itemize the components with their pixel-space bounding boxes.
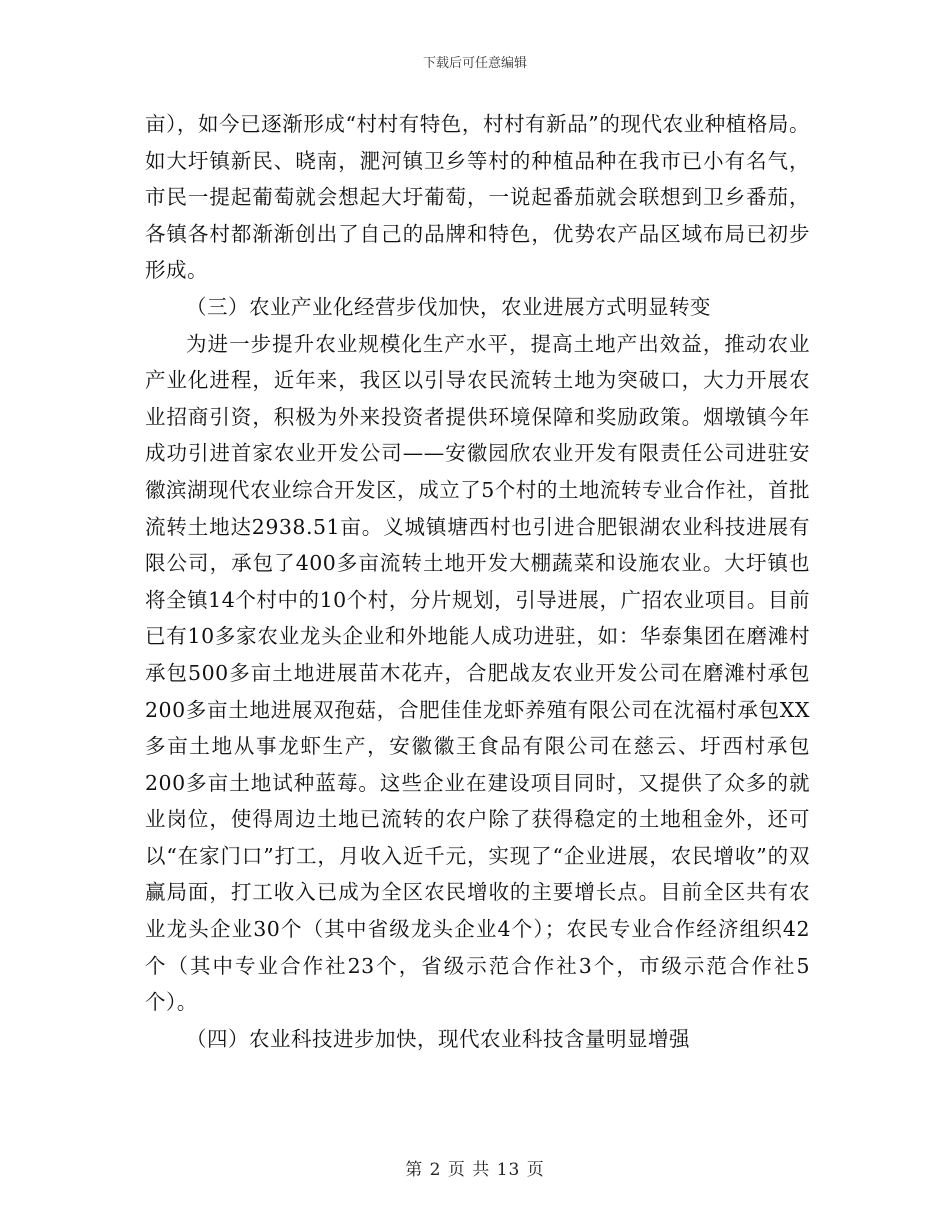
paragraph-1: 亩），如今已逐渐形成“村村有特色，村村有新品”的现代农业种植格局。如大圩镇新民、晓南，淝河镇卫乡等村的种植品种在我市已小有名气，市民一提起葡萄就会想起大圩葡萄，一说起番茄就会联想到卫乡番茄，各镇各村都渐渐创出了自己的品牌和特色，优势农产品区域布局已初步形成。 [145, 112, 810, 283]
paragraph-2: 为进一步提升农业规模化生产水平，提高土地产出效益，推动农业产业化进程，近年来，我区以引导农民流转土地为突破口，大力开展农业招商引资，积极为外来投资者提供环境保障和奖励政策。烟墩镇今年成功引进首家农业开发公司——安徽园欣农业开发有限责任公司进驻安徽滨湖现代农业综合开发区，成立了5个村的土地流转专业合作社，首批流转土地达2938.51亩。义城镇塘西村也引进合肥银湖农业科技进展有限公司，承包了400多亩流转土地开发大棚蔬菜和设施农业。大圩镇也将全镇14个村中的10个村，分片规划，引导进展，广招农业项目。目前已有10多家农业龙头企业和外地能人成功进驻，如：华泰集团在磨滩村承包500多亩土地进展苗木花卉，合肥战友农业开发公司在磨滩村承包200多亩土地进展双孢菇，合肥佳佳龙虾养殖有限公司在沈福村承包XX多亩土地从事龙虾生产，安徽徽王食品有限公司在慈云、圩西村承包200多亩土地试种蓝莓。这些企业在建设项目同时，又提供了众多的就业岗位，使得周边土地已流转的农户除了获得稳定的土地租金外，还可以“在家门口”打工，月收入近千元，实现了“企业进展，农民增收”的双赢局面，打工收入已成为全区农民增收的主要增长点。目前全区共有农业龙头企业30个（其中省级龙头企业4个）；农民专业合作经济组织42个（其中专业合作社23个，省级示范合作社3个，市级示范合作社5个）。 [145, 331, 810, 1015]
page-footer: 第 2 页 共 13 页 [405, 1160, 545, 1180]
section-heading-3: （三）农业产业化经营步伐加快，农业进展方式明显转变 [186, 294, 711, 319]
page-header: 下载后可任意编辑 [422, 56, 527, 71]
document-body [145, 106, 810, 1057]
section-heading-4: （四）农业科技进步加快，现代农业科技含量明显增强 [186, 1026, 690, 1051]
